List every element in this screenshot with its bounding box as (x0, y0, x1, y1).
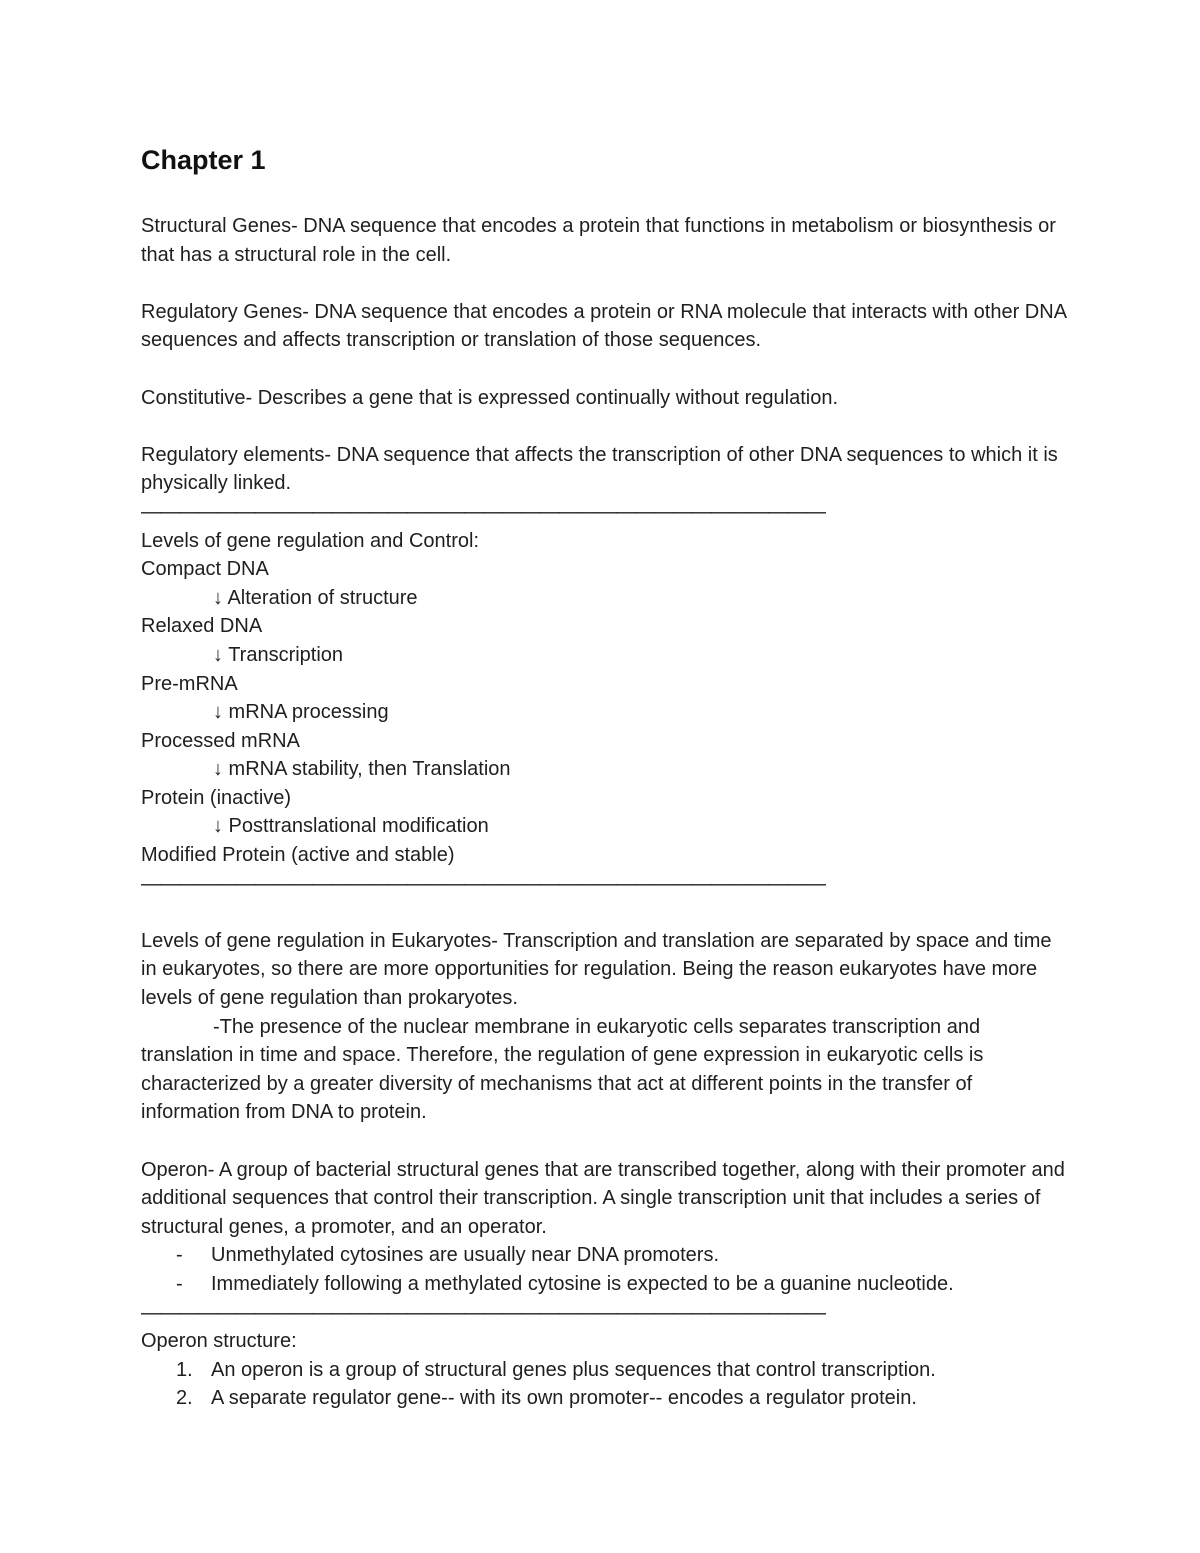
numbered-text: A separate regulator gene-- with its own promoter-- encodes a regulator protein. (211, 1387, 917, 1410)
bullet-text: Immediately following a methylated cytosine is expected to be a guanine nucleotide. (211, 1272, 954, 1295)
level-step-transcription: ↓ Transcription (213, 643, 344, 666)
level-step-translation: ↓ mRNA stability, then Translation (213, 758, 511, 781)
structure-heading: Operon structure: (141, 1330, 297, 1353)
definition-structural-genes: Structural Genes- DNA sequence that encodes a protein that functions in metabolism or biosynthesis or that has a structural role in the cell. (141, 215, 1056, 266)
spacer (141, 1127, 1071, 1156)
number-marker: 1. (176, 1358, 193, 1381)
level-step-alteration: ↓ Alteration of structure (213, 586, 418, 609)
level-pre-mrna: Pre-mRNA (141, 672, 238, 695)
list-item (141, 1356, 1071, 1385)
spacer (141, 269, 1071, 298)
horizontal-rule: ———————————————————————————————————— (141, 872, 825, 895)
bullet-marker: - (176, 1244, 183, 1267)
bullet-text: Unmethylated cytosines are usually near DNA promoters. (211, 1244, 720, 1267)
operon-bullet-list (141, 1241, 1071, 1298)
level-compact-dna: Compact DNA (141, 558, 269, 581)
level-modified-protein: Modified Protein (active and stable) (141, 844, 455, 867)
list-item (141, 1241, 1071, 1270)
level-processed-mrna: Processed mRNA (141, 729, 300, 752)
level-protein-inactive: Protein (inactive) (141, 786, 292, 809)
document-page (141, 138, 1071, 1413)
number-marker: 2. (176, 1387, 193, 1410)
eukaryotes-paragraph: Levels of gene regulation in Eukaryotes- Transcription and translation are separated by space and time in eukaryotes, so there are more opportunities for regulation. Being the reason eukaryotes have more levels of gene regulation than prokaryotes. (141, 929, 1052, 1010)
definition-regulatory-elements: Regulatory elements- DNA sequence that affects the transcription of other DNA sequences to which it is physically linked. (141, 443, 1058, 495)
structure-numbered-list (141, 1356, 1071, 1413)
definition-constitutive: Constitutive- Describes a gene that is expressed continually without regulation. (141, 386, 839, 409)
level-relaxed-dna: Relaxed DNA (141, 615, 263, 638)
spacer (141, 898, 1071, 927)
operon-paragraph: Operon- A group of bacterial structural genes that are transcribed together, along with their promoter and additional sequences that control their transcription. A single transcription unit that includes a series of structural genes, a promoter, and an operator. (141, 1158, 1065, 1238)
definition-regulatory-genes: Regulatory Genes- DNA sequence that encodes a protein or RNA molecule that interacts with other DNA sequences and affects transcription or translation of those sequences. (141, 300, 1066, 352)
level-step-mrna-processing: ↓ mRNA processing (213, 701, 389, 724)
spacer (141, 355, 1071, 384)
eukaryotes-indented-paragraph: -The presence of the nuclear membrane in eukaryotic cells separates transcription and translation in time and space. Therefore, the regulation of gene expression in eukaryotic cells is characterized by a greater diversity of mechanisms that act at different points in the transfer of information from DNA to protein. (141, 1015, 984, 1124)
horizontal-rule: ———————————————————————————————————— (141, 500, 825, 523)
level-step-posttranslational: ↓ Posttranslational modification (213, 815, 489, 838)
page-title: Chapter 1 (141, 145, 266, 175)
bullet-marker: - (176, 1272, 183, 1295)
list-item (141, 1270, 1071, 1299)
horizontal-rule: ———————————————————————————————————— (141, 1301, 825, 1324)
spacer (141, 412, 1071, 441)
levels-heading: Levels of gene regulation and Control: (141, 529, 480, 552)
numbered-text: An operon is a group of structural genes plus sequences that control transcription. (211, 1358, 936, 1381)
list-item (141, 1384, 1071, 1413)
